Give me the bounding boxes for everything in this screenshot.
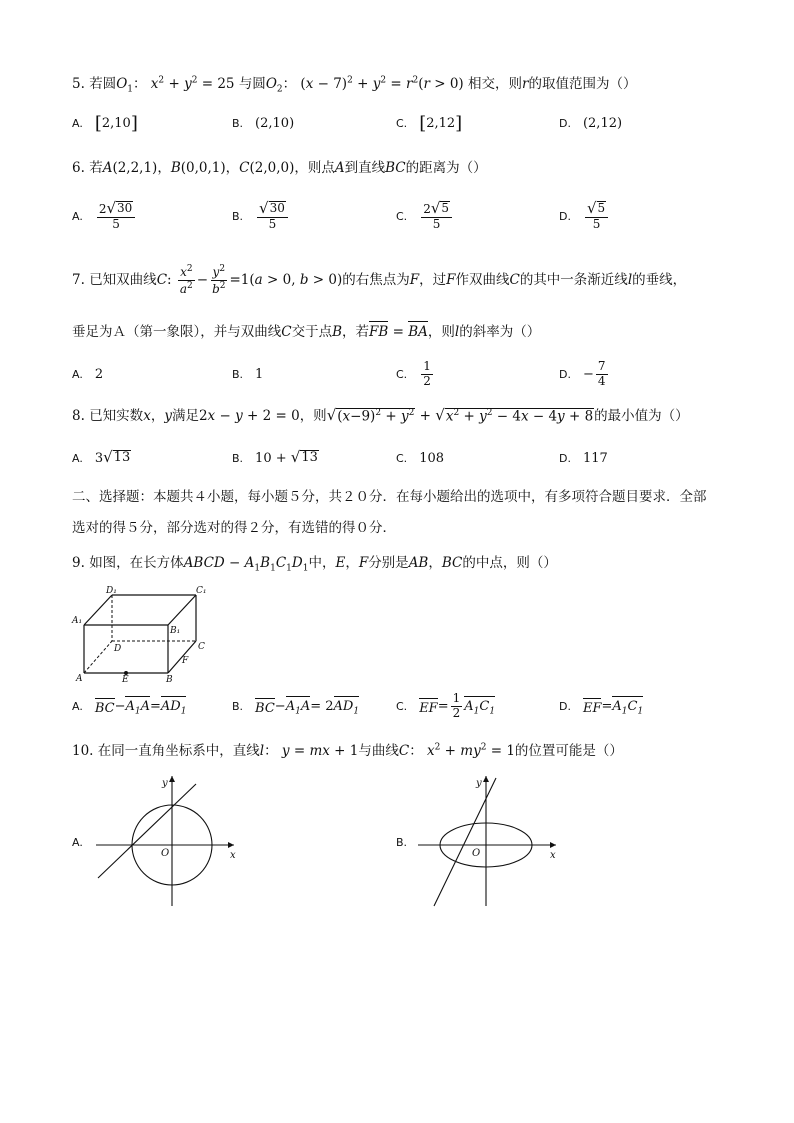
q6-option-d[interactable]: D. √ 5 5 [559,196,610,236]
label-b: B [166,675,173,683]
q7-option-b[interactable]: B. 1 [232,366,264,382]
question-9: 9. 如图，在长方体ABCD − $A_1B_1C_1D_1$中，E，F分别是AB，BC的中点，则（） [72,555,557,574]
edge-b1c1 [168,595,196,625]
q10-graph-b [414,770,564,910]
q8-options [72,438,752,478]
q8-option-a[interactable]: A. 3 √ 13 [72,448,131,467]
q5-option-a[interactable]: A. [ 2,10 ] [72,112,138,134]
q9-options [72,686,752,726]
question-5: 5. 若圆$O_1$： $x^2 + y^2 = 25$ 与圆$O_2$： $(x - 7)^2 + y^2 = r^2(r > 0)$ 相交，则r的取值范围为（） [72,75,637,95]
x-arrow [550,842,556,848]
label-a1: A₁ [72,616,83,626]
q9-option-c[interactable]: C. EF = $\frac{1}{2}$ $A_1C_1$ [396,690,496,720]
y-arrow [169,776,175,782]
q10-option-a[interactable]: A. [72,835,83,849]
label-c: C [198,642,205,652]
label-e: E [122,675,129,683]
q7-option-a[interactable]: A. 2 [72,366,104,382]
question-7-cont: 垂足为Ａ（第一象限），并与双曲线C交于点B，若FB = BA，则l的斜率为（） [72,320,734,340]
q7-options [72,354,752,394]
q9-option-a[interactable]: A. BC − $A_1A$ = $AD_1$ [72,686,186,726]
q5-number: 5. [72,76,85,92]
q7-option-d[interactable]: D. − $\frac{7}{4}$ [559,358,606,388]
q10-option-b[interactable]: B. [396,835,408,849]
label-d1: D₁ [106,586,117,596]
x-label: x [550,850,556,861]
x-label: x [230,850,236,861]
q6-option-c[interactable]: C. 2 √ 5 5 [396,196,454,236]
q5-option-b[interactable]: B. (2,10) [232,115,295,131]
origin-label: O [472,848,481,859]
label-f: F [182,656,189,666]
edge-a1d1 [84,595,112,625]
question-10: 10. 在同一直角坐标系中，直线l： y = mx + 1与曲线C： $x^2 + my^2 = 1$的位置可能是（） [72,742,623,759]
q5-option-d[interactable]: D. (2,12) [559,115,623,131]
origin-label: O [161,848,170,859]
question-6: 6. 若A(2,2,1)，B(0,0,1)，C(2,0,0)，则点A到直线BC的距离为（） [72,160,487,176]
y-label: y [162,778,168,789]
q6-option-a[interactable]: A. 2 √ 30 5 [72,196,137,236]
label-b1: B₁ [170,626,181,636]
q10-graph-a [92,770,242,910]
section-2-line-1: 二、选择题：本题共４小题，每小题５分，共２０分．在每小题给出的选项中，有多项符合题目要求．全部 [72,489,707,505]
x-arrow [228,842,234,848]
q9-option-b[interactable]: B. BC − $A_1A$ = 2 $AD_1$ [232,686,359,726]
q5-options [72,103,752,143]
y-arrow [483,776,489,782]
q6-options [72,196,752,236]
q8-option-d[interactable]: D. 117 [559,450,608,466]
q5-option-c[interactable]: C. [ 2,12 ] [396,112,463,134]
label-a: A [76,674,83,683]
edge-ad-hidden [84,641,112,673]
q8-option-c[interactable]: C. 108 [396,450,445,466]
question-7: 7. 已知双曲线C: $\frac{x^2}{a^2}$ − $\frac{y^2}{b^2}$ =1(a > 0, b > 0)的右焦点为F，过F作双曲线C的其中一条渐近线l的垂线， [72,264,687,296]
y-label: y [476,778,482,789]
line-l [434,778,496,906]
section-2-line-2: 选对的得５分，部分选对的得２分，有选错的得０分． [72,520,396,536]
q9-option-d[interactable]: D. EF = $A_1C_1$ [559,686,643,726]
question-8: 8. 已知实数x，y满足2x − y + 2 = 0，则 √ $(x-9)^2 + y^2$ + √ $x^2 + y^2 - 4x - 4y + 8$ 的最小值为（） [72,406,689,425]
q8-option-b[interactable]: B. 10 + √ 13 [232,448,318,467]
q7-option-c[interactable]: C. $\frac{1}{2}$ [396,358,431,388]
q6-option-b[interactable]: B. √ 30 5 [232,196,290,236]
cuboid-figure [70,583,220,683]
label-d: D [114,644,122,654]
line-l [98,784,196,878]
label-c1: C₁ [196,586,207,596]
